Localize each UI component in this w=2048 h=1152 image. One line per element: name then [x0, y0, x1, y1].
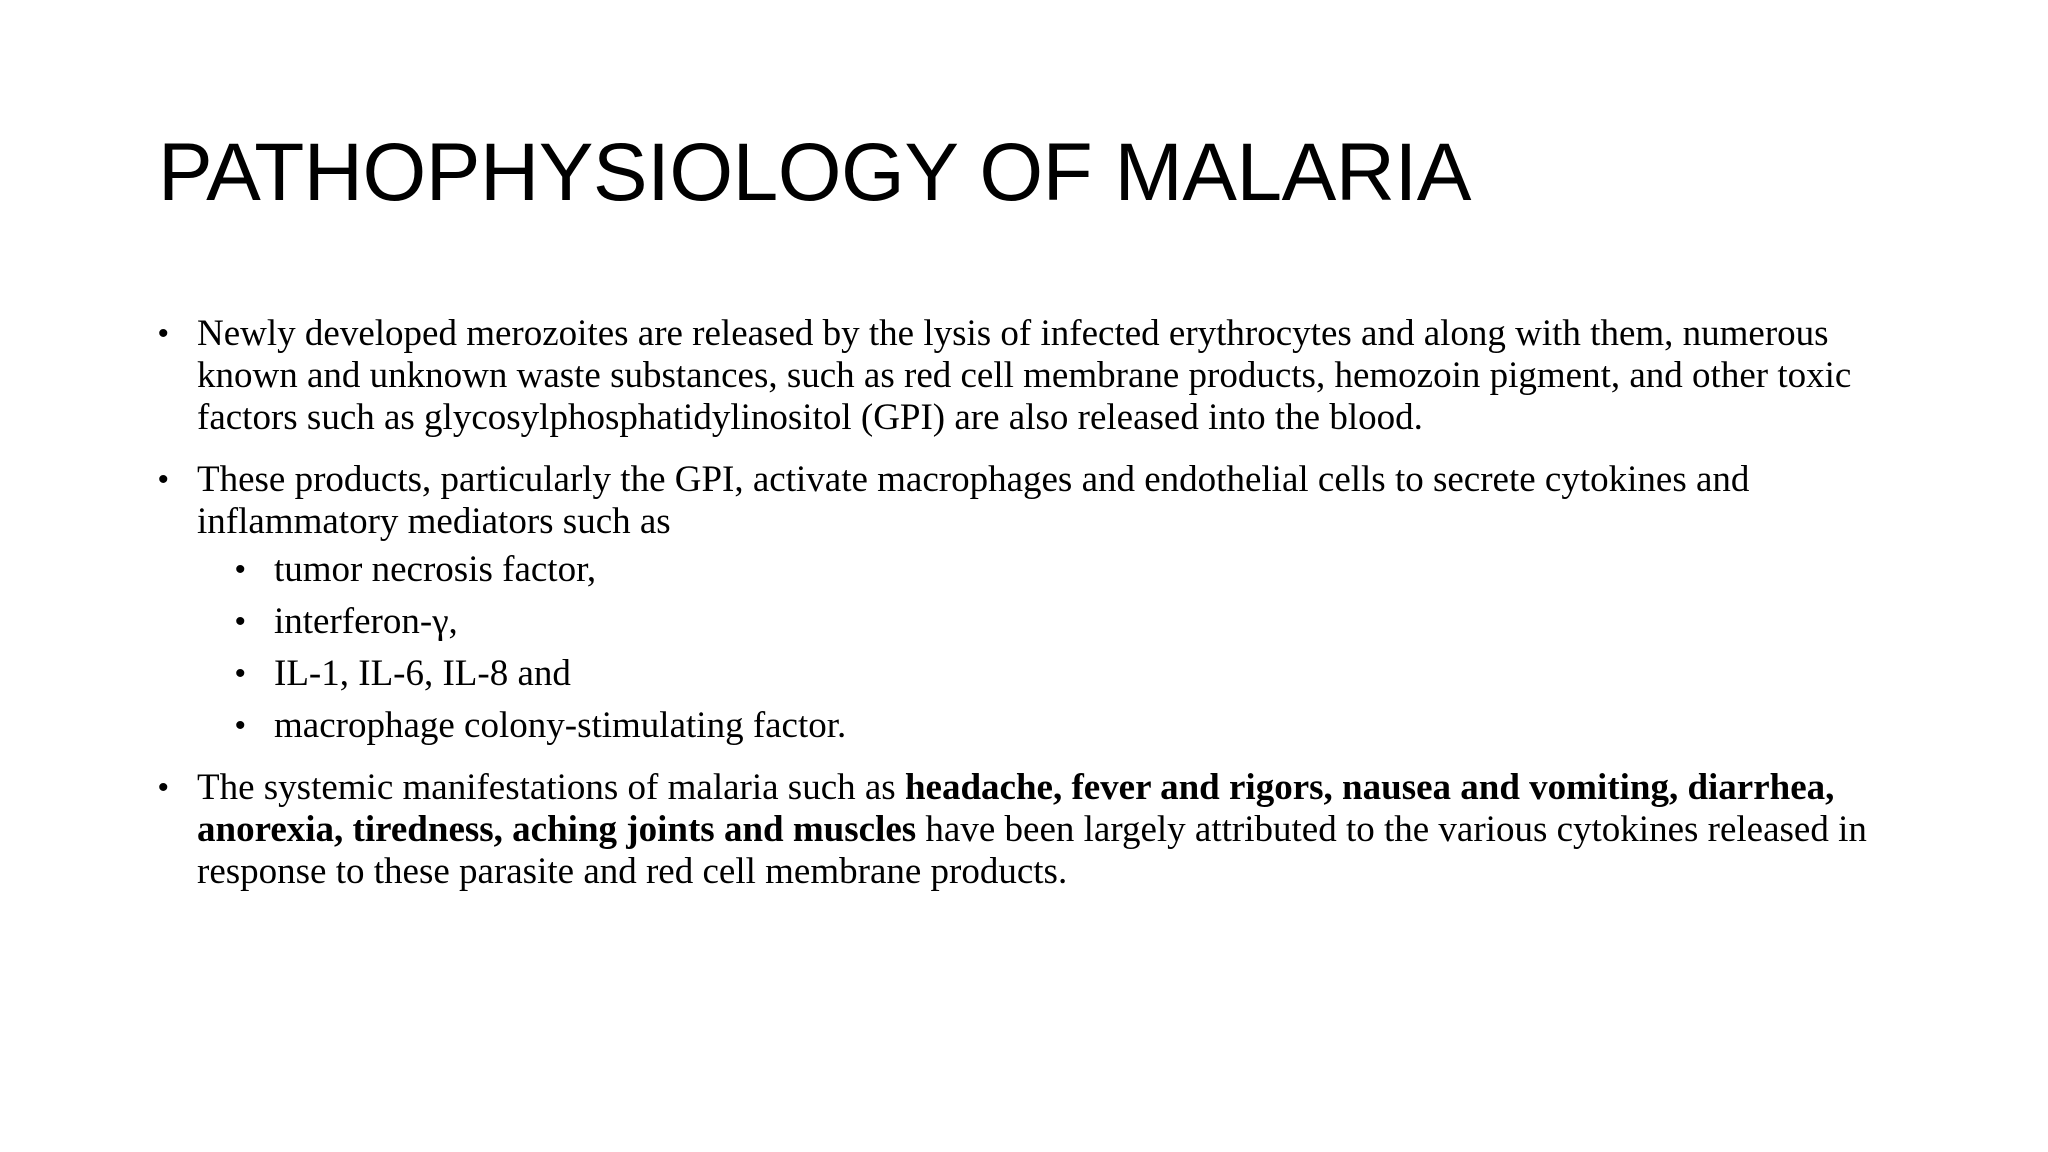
bullet-item-gpi-products: [158, 459, 1918, 747]
bullet-list: [158, 313, 1918, 913]
sub-bullet-item: [197, 705, 1918, 747]
bullet-text-before: The systemic manifestations of malaria such as: [197, 767, 905, 808]
sub-bullet-icon: •: [235, 553, 246, 586]
sub-bullet-item: [197, 549, 1918, 591]
bullet-text: Newly developed merozoites are released by the lysis of infected erythrocytes and along with them, numerous known and unknown waste substances, such as red cell membrane products, hemozoin pigment, and other toxic factors such as glycosylphosphatidylinositol (GPI) are also released into the blood.: [197, 313, 1852, 438]
sub-bullet-text: tumor necrosis factor,: [274, 549, 597, 590]
bullet-icon: •: [158, 317, 169, 350]
sub-bullet-icon: •: [235, 605, 246, 638]
sub-bullet-text: macrophage colony-stimulating factor.: [274, 705, 847, 746]
sub-bullet-list: [197, 549, 1918, 747]
sub-bullet-item: [197, 601, 1918, 643]
bullet-item-merozoites: [158, 313, 1918, 439]
sub-bullet-item: [197, 653, 1918, 695]
bullet-item-systemic-manifestations: [158, 767, 1918, 893]
bullet-icon: •: [158, 463, 169, 496]
bullet-text: These products, particularly the GPI, activate macrophages and endothelial cells to secrete cytokines and inflammatory mediators such as: [197, 459, 1750, 542]
sub-bullet-text: IL-1, IL-6, IL-8 and: [274, 653, 571, 694]
sub-bullet-text: interferon-γ,: [274, 601, 458, 642]
bullet-text-after: have been largely attributed to the various cytokines released in response to these parasite and red cell membrane products.: [197, 809, 1867, 892]
sub-bullet-icon: •: [235, 657, 246, 690]
bullet-text-bold-symptoms: headache, fever and rigors, nausea and vomiting, diarrhea, anorexia, tiredness, aching joints and muscles: [197, 767, 1835, 850]
bullet-icon: •: [158, 771, 169, 804]
slide-title: PATHOPHYSIOLOGY OF MALARIA: [158, 127, 1471, 218]
sub-bullet-icon: •: [235, 709, 246, 742]
